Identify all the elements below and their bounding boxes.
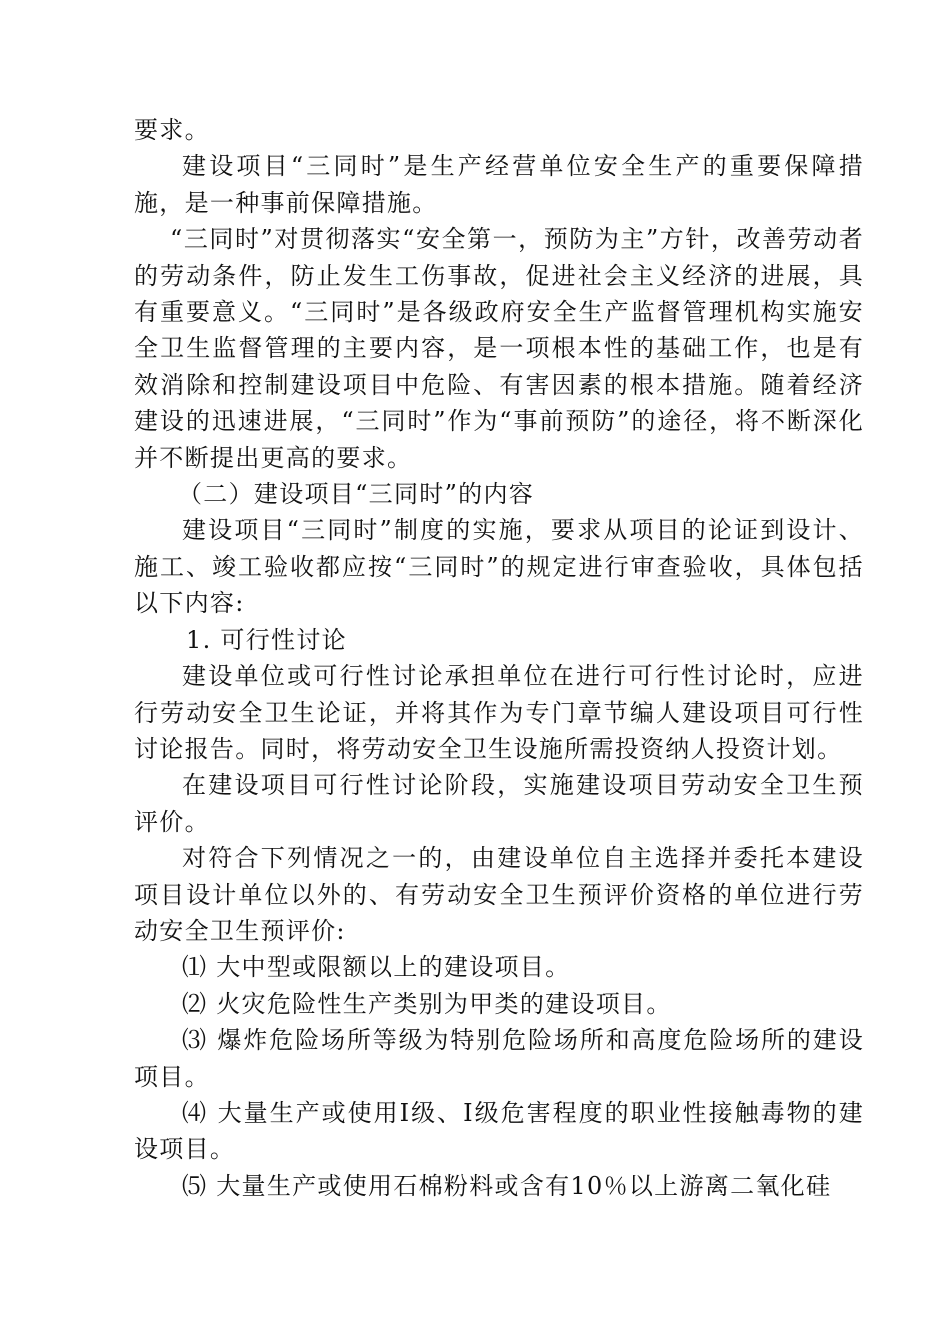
list-item-1: ⑴ 大中型或限额以上的建设项目。	[182, 953, 571, 982]
paragraph-1: 要求。	[134, 116, 210, 144]
paragraph-3: “三同时”对贯彻落实“安全第一，预防为主”方针，改善劳动者的劳动条件，防止发生工伤事故，促进社会主义经济的进展，具有重要意义。“三同时”是各级政府安全生产监督管理机构实施安全卫生监督管理的主要内容，是一项根本性的基础工作，也是有效消除和控制建设项目中危险、有害因素的根本措施。随着经济建设的迅速进展，“三同时”作为“事前预防”的途径，将不断深化并不断提出更高的要求。	[134, 225, 864, 472]
document-body	[134, 112, 864, 1204]
list-item-2: ⑵ 火灾危险性生产类别为甲类的建设项目。	[182, 989, 672, 1018]
paragraph-2: 建设项目“三同时”是生产经营单位安全生产的重要保障措施，是一种事前保障措施。	[134, 152, 864, 217]
list-item-4: ⑷ 大量生产或使用Ⅰ级、Ⅰ级危害程度的职业性接触毒物的建设项目。	[134, 1098, 864, 1164]
subsection-heading: 1. 可行性讨论	[186, 625, 347, 654]
paragraph-6: 在建设项目可行性讨论阶段，实施建设项目劳动安全卫生预评价。	[134, 771, 864, 836]
list-item-3: ⑶ 爆炸危险场所等级为特别危险场所和高度危险场所的建设项目。	[134, 1026, 864, 1091]
list-item-5: ⑸ 大量生产或使用石棉粉料或含有10％以上游离二氧化硅	[182, 1171, 832, 1200]
paragraph-4: 建设项目“三同时”制度的实施，要求从项目的论证到设计、施工、竣工验收都应按“三同时”的规定进行审查验收，具体包括以下内容:	[134, 516, 864, 618]
paragraph-5: 建设单位或可行性讨论承担单位在进行可行性讨论时，应进行劳动安全卫生论证，并将其作为专门章节编人建设项目可行性讨论报告。同时，将劳动安全卫生设施所需投资纳人投资计划。	[134, 662, 864, 763]
paragraph-7: 对符合下列情况之一的，由建设单位自主选择并委托本建设项目设计单位以外的、有劳动安全卫生预评价资格的单位进行劳动安全卫生预评价:	[134, 844, 864, 945]
section-heading: （二）建设项目“三同时”的内容	[178, 480, 535, 509]
